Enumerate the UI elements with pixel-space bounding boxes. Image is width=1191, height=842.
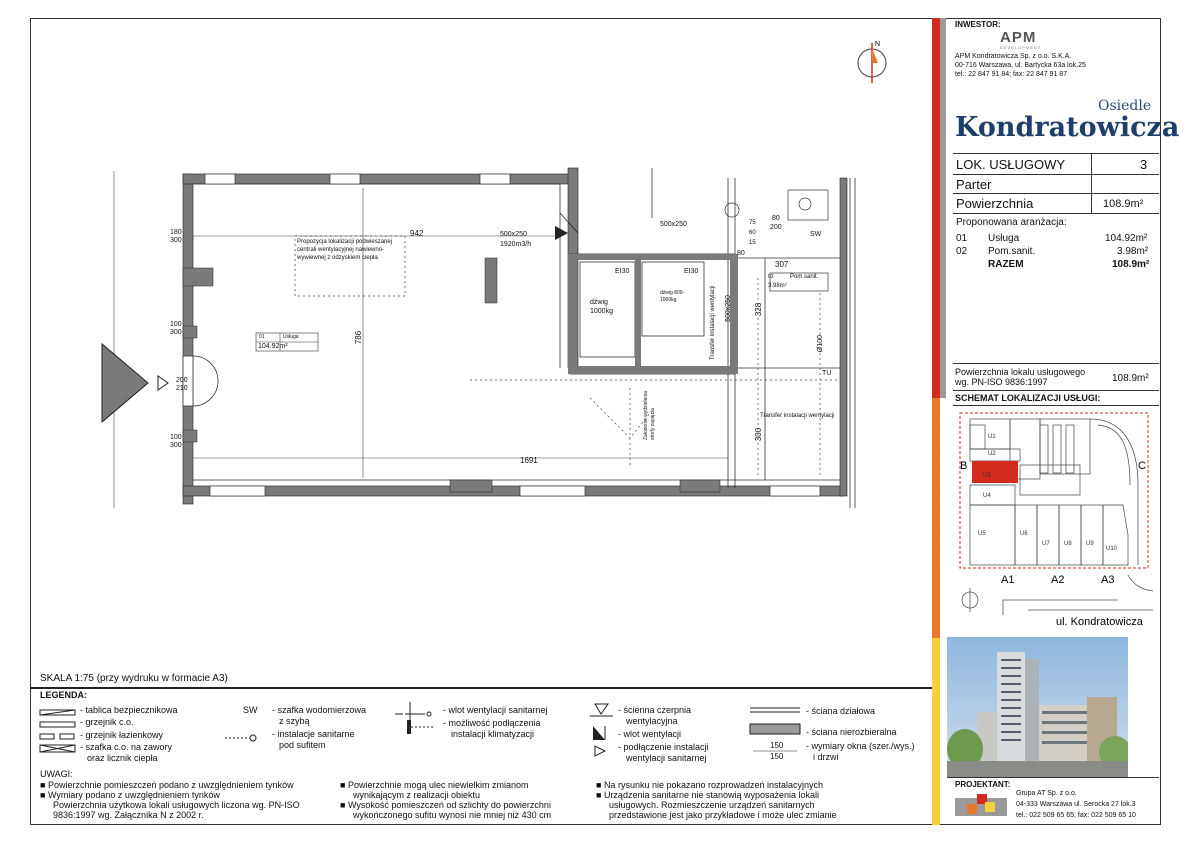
schema-unit-label: U3	[983, 473, 991, 479]
small-dim: 80	[772, 215, 780, 222]
note-item: Powierzchnie pomieszczeń podano z uwzględnieniem tynków	[47, 780, 294, 790]
brand-name: Kondratowicza	[955, 112, 1180, 143]
brand-osiedle: Osiedle	[1098, 98, 1152, 114]
schema-unit-label: U5	[978, 531, 986, 537]
legend-item: - ścienna czerpnia	[618, 705, 692, 715]
note-item: Urządzenia sanitarne nie stanowią wyposażenia lokali	[603, 790, 820, 800]
location-schema	[948, 405, 1159, 635]
room1-area: 104.92m²	[258, 343, 288, 350]
building-rendering	[947, 637, 1128, 777]
schema-street: ul. Kondratowicza	[1056, 616, 1143, 628]
investor-logo: APM	[1000, 29, 1037, 46]
legend-item: - grzejnik c.o.	[80, 717, 134, 727]
small-dim: 80	[737, 250, 745, 257]
entrance-arrow-icon	[102, 344, 168, 422]
legend-item: - ściana działowa	[806, 706, 876, 716]
note-item: Wysokość pomieszczeń od szlichty do powierzchni	[347, 800, 551, 810]
dim-300b: 300	[170, 237, 182, 244]
dim-300: 300	[754, 427, 764, 442]
note-item: Powierzchnie mogą ulec niewielkim zmianom	[347, 780, 529, 790]
dim-180: 180	[170, 229, 182, 236]
legend-item: - możliwość podłączenia	[443, 718, 541, 728]
schema-unit-label: U6	[1020, 531, 1028, 537]
accent-stripe-orange	[932, 398, 940, 638]
accent-stripe-grey	[940, 18, 946, 398]
room2-area: 3.98m²	[768, 283, 787, 289]
dim-942: 942	[410, 229, 424, 238]
dim-100a: 100	[170, 321, 182, 328]
designer-heading: PROJEKTANT:	[955, 780, 1011, 789]
schema-section-a3: A3	[1101, 574, 1115, 586]
legend-item: wentylacji sanitarnej	[626, 753, 707, 763]
legend-item: - wlot wentylacji	[618, 729, 682, 739]
room2-no: 02	[768, 274, 774, 280]
dim-210: 210	[176, 385, 188, 392]
scale-note: SKALA 1:75 (przy wydruku w formacie A3)	[40, 673, 228, 684]
note-item: Na rysunku nie pokazano rozprowadzeń instalacyjnych	[603, 780, 824, 790]
arrangement-row-value: 3.98m²	[1117, 246, 1149, 257]
schema-unit-label: U7	[1042, 541, 1050, 547]
investor-address-3: tel.: 22 847 91 84; fax: 22 847 91 87	[955, 71, 1068, 78]
small-dim: 200	[770, 224, 782, 231]
small-dim: 75	[749, 220, 756, 226]
fire-rating: EI30	[684, 268, 699, 275]
legend-item: - szafka c.o. na zawory	[80, 742, 173, 752]
smoke-zone-note: Założenie wydzielenia strefy zapięcia	[643, 391, 656, 440]
legend-window-width: 150	[770, 741, 784, 750]
dim-300c: 300	[170, 329, 182, 336]
schema-unit-label: U9	[1086, 541, 1094, 547]
designer-line1: Grupa AT Sp. z o.o.	[1016, 790, 1077, 797]
arrangement-row-no: 02	[956, 246, 968, 257]
dim-786: 786	[354, 330, 364, 345]
schema-unit-label: U10	[1106, 546, 1118, 552]
transfer-label: Transfer instalacji wentylacji	[760, 413, 835, 419]
pn-area-line2: wg. PN-ISO 9836:1997	[955, 377, 1048, 387]
dim-1691: 1691	[520, 456, 538, 465]
unit-label: LOK. USŁUGOWY	[956, 157, 1066, 172]
arrangement-row-no: 01	[956, 233, 968, 244]
schema-letter-b: B	[960, 460, 968, 472]
legend-item: pod sufitem	[279, 740, 326, 750]
schema-unit-label: U8	[1064, 541, 1072, 547]
note-item: przedstawione jest jako przykładowe i może ulec zmianie	[609, 810, 837, 820]
pipe-label: Ø100	[817, 334, 825, 353]
dim-300d: 300	[170, 442, 182, 449]
north-arrow-icon	[858, 41, 886, 83]
unit-area-label: Powierzchnia	[956, 196, 1034, 211]
schema-heading: SCHEMAT LOKALIZACJI USŁUGI:	[955, 393, 1101, 403]
unit-number: 3	[1140, 157, 1148, 172]
investor-address-1: APM Kondratowicza Sp. z o.o. S.K.A.	[955, 53, 1072, 60]
note-item: wynikającym z realizacji obiektu	[353, 790, 481, 800]
legend-item: z szybą	[279, 716, 310, 726]
schema-section-a2: A2	[1051, 574, 1065, 586]
legend-item: instalacji klimatyzacji	[451, 729, 535, 739]
dim-100b: 100	[170, 434, 182, 441]
small-dim: 60	[749, 230, 756, 236]
legend-sw-symbol: SW	[243, 705, 258, 715]
tu-label: TU	[822, 370, 832, 377]
transfer-label: Transfer instalacji wentylacji	[710, 285, 716, 360]
duct-label: 500x250	[660, 221, 687, 228]
vent-note: Propozycja lokalizacji podwieszanej centrali wentylacyjnej nawiewno-wywiewnej z odzyskiem ciepła.	[297, 239, 393, 261]
designer-line2: 04-333 Warszawa ul. Serocka 27 lok.3	[1016, 801, 1136, 808]
schema-section-a1: A1	[1001, 574, 1015, 586]
lift2-label: dźwig 800-1000kg	[660, 290, 685, 303]
legend-item: - wymiary okna (szer./wys.)	[806, 741, 915, 751]
legend-item: - tablica bezpiecznikowa	[80, 705, 178, 715]
arrangement-row-name: Pom.sanit.	[988, 246, 1036, 257]
investor-address-2: 00-716 Warszawa, ul. Bartycka 63a lok.25	[955, 62, 1086, 69]
dim-307: 307	[775, 260, 789, 269]
dim-328: 328	[754, 302, 764, 317]
sw-label: SW	[810, 231, 822, 238]
unit-floor: Parter	[956, 177, 992, 192]
arrangement-row-name: Usługa	[988, 233, 1020, 244]
note-item: usługowych. Rozmieszczenie urządzeń sanitarnych	[609, 800, 815, 810]
arrangement-heading: Proponowana aranżacja:	[956, 217, 1067, 228]
room1-no: 01	[259, 334, 265, 340]
duct-label: 500x250	[500, 231, 527, 238]
note-item: 9836:1997 wg. Załącznika N z 2002 r.	[53, 810, 204, 820]
designer-logo	[955, 792, 1007, 818]
designer-line3: tel.: 022 509 65 65; fax: 022 509 65 10	[1016, 812, 1136, 819]
schema-unit-label: U4	[983, 493, 991, 499]
room1-name: Usługa	[283, 334, 299, 340]
legend-item: - wlot wentylacji sanitarnej	[443, 705, 548, 715]
legend-heading: LEGENDA:	[40, 690, 87, 700]
legend-item: - grzejnik łazienkowy	[80, 730, 164, 740]
legend-item: - podłączenie instalacji	[618, 742, 709, 752]
legend-item: - instalacje sanitarne	[272, 729, 355, 739]
duct-flow: 1920m3/h	[500, 241, 532, 248]
floor-plan	[30, 18, 930, 668]
legend-item: i drzwi	[813, 752, 839, 762]
investor-logo-sub: DEVELOPMENT	[1000, 45, 1042, 50]
notes-heading: UWAGI:	[40, 769, 73, 779]
lift1-label: dźwig 1000kg	[590, 299, 613, 315]
pn-area-value: 108.9m²	[1112, 373, 1149, 384]
schema-letter-c: C	[1138, 460, 1146, 472]
note-item: wykończonego sufitu wynosi nie mniej niż 430 cm	[353, 810, 552, 820]
unit-area-value: 108.9m²	[1103, 198, 1144, 210]
arrangement-row-value: 104.92m²	[1105, 233, 1148, 244]
investor-heading: INWESTOR:	[955, 20, 1001, 29]
legend-item: - szafka wodomierzowa	[272, 705, 367, 715]
accent-stripe-red	[932, 18, 940, 398]
note-item: Wymiary podano z uwzględnieniem tynków	[47, 790, 220, 800]
schema-unit-label: U1	[988, 434, 996, 440]
legend-window-height: 150	[770, 752, 784, 761]
svg-text:N: N	[875, 41, 881, 48]
fire-rating: EI30	[615, 268, 630, 275]
arrangement-total-value: 108.9m²	[1112, 259, 1150, 270]
duct-label: 500x250	[724, 295, 732, 322]
note-item: Powierzchnia użytkowa lokali usługowych liczona wg. PN-ISO	[53, 800, 300, 810]
pn-area-line1: Powierzchnia lokalu usługowego	[955, 367, 1086, 377]
dim-200: 200	[176, 377, 188, 384]
legend-item: oraz licznik ciepła	[87, 753, 158, 763]
schema-unit-label: U2	[988, 451, 996, 457]
small-dim: 15	[749, 240, 756, 246]
arrangement-total-label: RAZEM	[988, 259, 1024, 270]
legend-item: - ściana nierozbieralna	[806, 727, 897, 737]
legend-item: wentylacyjna	[626, 716, 678, 726]
room2-name: Pom.sanit.	[790, 274, 819, 280]
